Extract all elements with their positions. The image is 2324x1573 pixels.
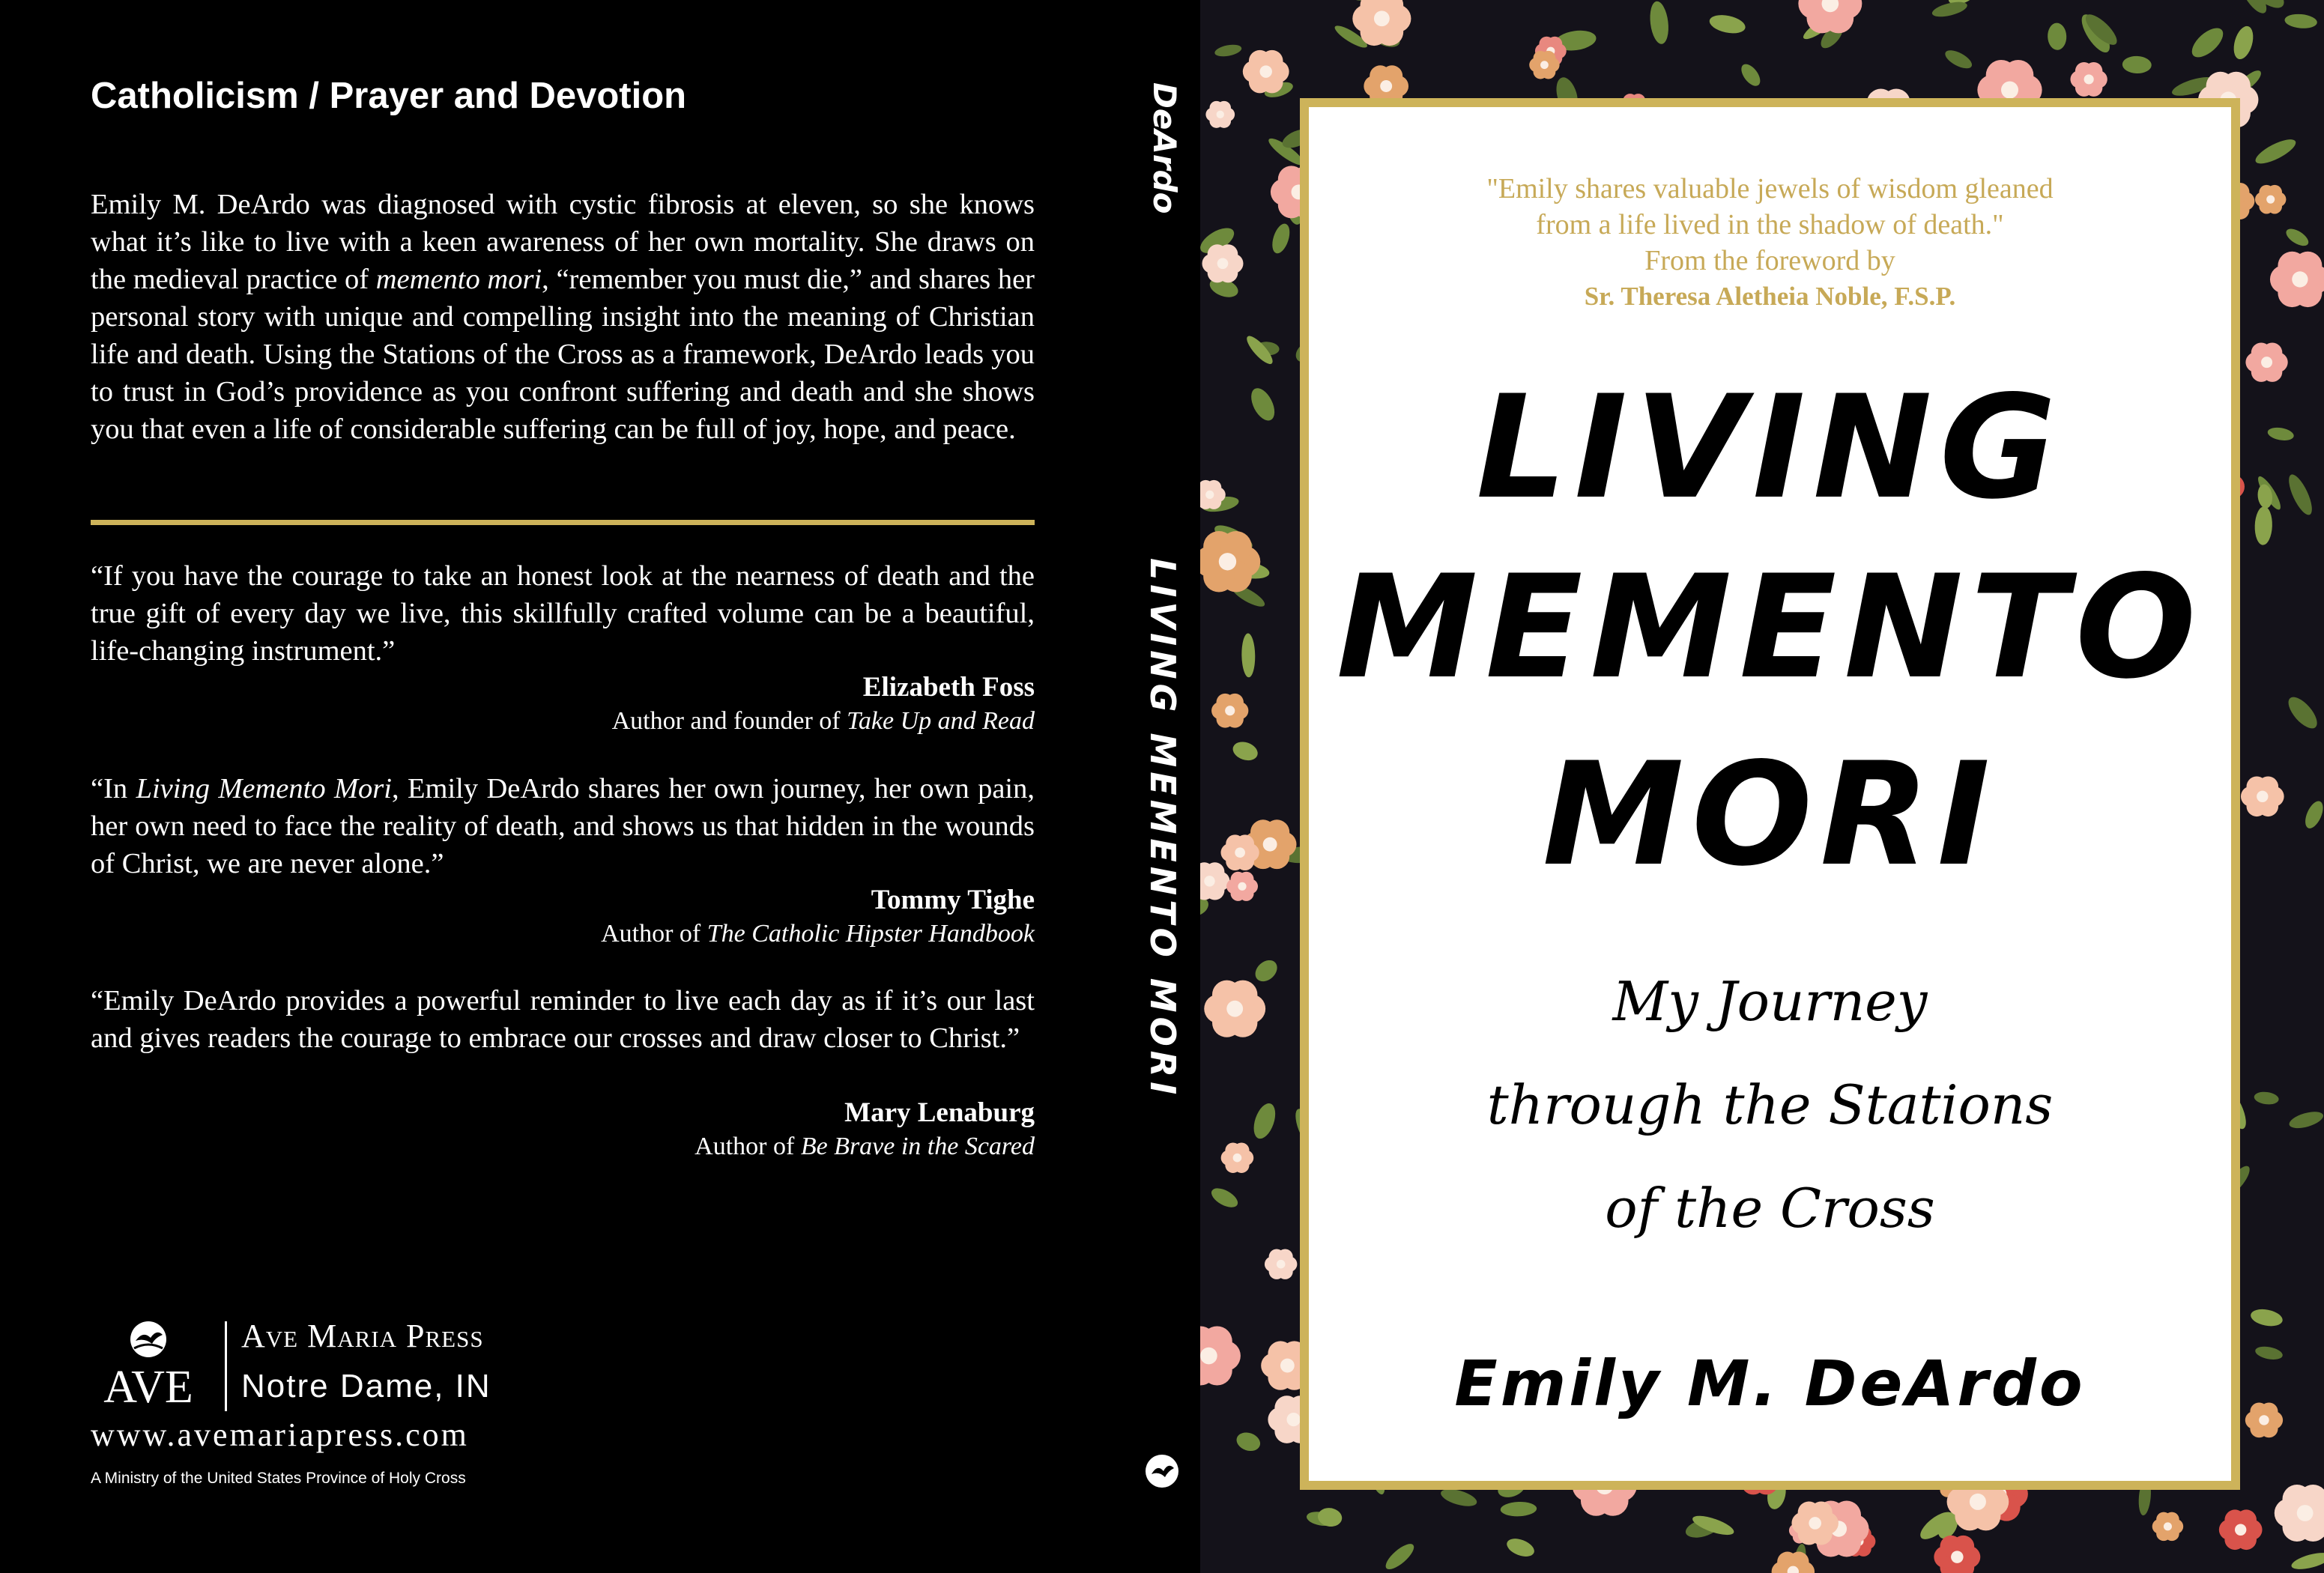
- blurb-italic-term: memento mori: [375, 264, 542, 295]
- flower-shape: [2245, 1403, 2283, 1438]
- leaf-shape: [1504, 1535, 1537, 1560]
- publisher-logo-text: AVE: [103, 1362, 193, 1408]
- flower-shape: [1200, 862, 1229, 900]
- subtitle-line-2: through the Stations: [1486, 1073, 2054, 1136]
- category-heading: Catholicism / Prayer and Devotion: [91, 76, 687, 116]
- endorsement-quote-2: [91, 770, 1035, 882]
- leaf-shape: [2048, 22, 2067, 50]
- leaf-shape: [2284, 472, 2317, 518]
- leaf-shape: [2187, 22, 2228, 62]
- endorsement-quote-3: [91, 982, 1035, 1057]
- subtitle-line-1: My Journey: [1612, 970, 1928, 1033]
- leaf-shape: [2230, 24, 2257, 61]
- leaf-shape: [1230, 739, 1260, 763]
- leaf-shape: [1214, 43, 1242, 58]
- endorsement-quote-1: [91, 557, 1035, 670]
- role-2-work: The Catholic Hipster Handbook: [706, 920, 1035, 948]
- endorser-role-1: [360, 707, 1035, 736]
- leaf-shape: [2254, 1345, 2284, 1362]
- leaf-shape: [1269, 222, 1293, 255]
- title-line-3: MORI: [1542, 732, 1998, 897]
- flower-shape: [2245, 342, 2287, 381]
- front-cover: [1200, 0, 2324, 1573]
- role-1-text: Author and founder of: [611, 707, 847, 735]
- flower-shape: [2241, 776, 2284, 816]
- flower-shape: [1265, 1249, 1297, 1279]
- subtitle-line-3: of the Cross: [1605, 1177, 1935, 1240]
- title-line-1: LIVING: [1476, 365, 2064, 530]
- leaf-shape: [1250, 1100, 1280, 1142]
- blurb-text-2: , “remember you must die,” and shares her personal story with unique and compelling insight into the meaning of Christian life and death. Using the Stations of the Cross as a framework, DeArdo leads you to trust in God’s providence as you confront suffering and death and she shows you that even a life of considerable suffering can be full of joy, hope, and peace.: [91, 264, 1035, 445]
- role-2-text: Author of: [601, 920, 707, 948]
- flower-shape: [1200, 1327, 1241, 1386]
- leaf-shape: [1234, 1429, 1262, 1454]
- flower-shape: [2275, 1485, 2324, 1542]
- leaf-shape: [1241, 633, 1256, 677]
- leaf-shape: [1247, 384, 1280, 424]
- flower-shape: [1211, 694, 1248, 728]
- leaf-shape: [1648, 0, 1671, 45]
- blurb-text-1: Emily M. DeArdo was diagnosed with cystic fibrosis at eleven, so she knows what it’s like to live with a keen awareness of her own mortality. She draws on the medieval practice of: [91, 189, 1035, 295]
- leaf-shape: [2122, 55, 2152, 73]
- endorser-name-2: Tommy Tighe: [871, 885, 1035, 915]
- endorser-name-1: Elizabeth Foss: [862, 672, 1035, 703]
- leaf-shape: [1931, 0, 1969, 19]
- publisher-ministry-line: A Ministry of the United States Province of Holy Cross: [91, 1470, 466, 1487]
- spine-author: DeArdo: [1146, 82, 1183, 214]
- quote-2-text-pre: “In: [91, 773, 136, 804]
- praise-line-1: "Emily shares valuable jewels of wisdom gleaned: [1486, 173, 2054, 204]
- gold-divider: [91, 520, 1035, 525]
- leaf-shape: [1208, 1184, 1241, 1211]
- leaf-shape: [2266, 425, 2295, 442]
- leaf-shape: [2284, 13, 2318, 29]
- spine-title: LIVING MEMENTO MORI: [1143, 558, 1183, 1100]
- quote-3-text: “Emily DeArdo provides a powerful reminder to live each day as if it’s our last and gives readers the courage to embrace our crosses and draw closer to Christ.”: [91, 985, 1035, 1054]
- endorser-role-2: [360, 920, 1035, 948]
- leaf-shape: [1251, 956, 1281, 986]
- leaf-shape: [2284, 225, 2311, 249]
- quote-1-text: “If you have the courage to take an honest look at the nearness of death and the true gift of every day we live, this skillfully crafted volume can be a beautiful, life-changing instrument.”: [91, 560, 1035, 667]
- flower-shape: [1772, 1552, 1815, 1573]
- subtitle: [1309, 950, 2231, 1260]
- spine-publisher-icon: [1144, 1453, 1180, 1489]
- flower-shape: [1200, 531, 1260, 592]
- leaf-shape: [2302, 798, 2324, 831]
- leaf-shape: [2254, 506, 2273, 545]
- publisher-name: Ave Maria Press: [241, 1318, 484, 1354]
- role-3-work: Be Brave in the Scared: [800, 1133, 1035, 1160]
- leaf-shape: [1737, 61, 1764, 89]
- leaf-shape: [2249, 1307, 2284, 1329]
- quote-2-title: Living Memento Mori: [136, 773, 392, 804]
- flower-shape: [1798, 0, 1862, 33]
- publisher-divider: [225, 1321, 227, 1411]
- flower-shape: [2219, 1509, 2263, 1550]
- flower-shape: [1205, 101, 1235, 128]
- flower-shape: [2255, 185, 2286, 214]
- role-3-text: Author of: [695, 1133, 801, 1160]
- praise-line-2: from a life lived in the shadow of death.": [1536, 209, 2004, 240]
- foreword-author: Sr. Theresa Aletheia Noble, F.S.P.: [1584, 282, 1956, 311]
- leaf-shape: [2287, 1109, 2324, 1132]
- flower-shape: [1934, 1536, 1980, 1573]
- leaf-shape: [1943, 46, 1975, 72]
- foreword-praise: [1309, 171, 2231, 315]
- flower-shape: [2270, 252, 2324, 307]
- leaf-shape: [2252, 135, 2299, 168]
- flower-shape: [2152, 1512, 2183, 1542]
- endorser-name-3: Mary Lenaburg: [844, 1097, 1035, 1128]
- leaf-shape: [2254, 1091, 2280, 1106]
- leaf-shape: [1708, 12, 1747, 36]
- flower-shape: [2070, 62, 2107, 97]
- publisher-logo-icon: [91, 1318, 207, 1408]
- flower-shape: [1226, 872, 1258, 901]
- title-line-2: MEMENTO: [1336, 545, 2204, 710]
- endorser-role-3: [360, 1133, 1035, 1161]
- cover-author: Emily M. DeArdo: [1454, 1347, 2086, 1420]
- leaf-shape: [1382, 1540, 1417, 1573]
- flower-shape: [1204, 981, 1265, 1037]
- flower-shape: [1221, 1142, 1254, 1173]
- role-1-work: Take Up and Read: [847, 707, 1035, 735]
- title-panel: [1300, 98, 2240, 1490]
- leaf-shape: [2284, 692, 2322, 733]
- publisher-url[interactable]: www.avemariapress.com: [91, 1416, 469, 1453]
- leaf-shape: [1500, 1501, 1537, 1517]
- foreword-label: From the foreword by: [1644, 245, 1895, 276]
- publisher-city: Notre Dame, IN: [241, 1368, 491, 1404]
- quote-2-text-post: , Emily DeArdo shares her own journey, her own pain, her own need to face the reality of death, and shows us that hidden in the wounds of Christ, we are never alone.”: [91, 773, 1035, 879]
- leaf-shape: [2290, 1550, 2324, 1573]
- book-description: [91, 186, 1035, 448]
